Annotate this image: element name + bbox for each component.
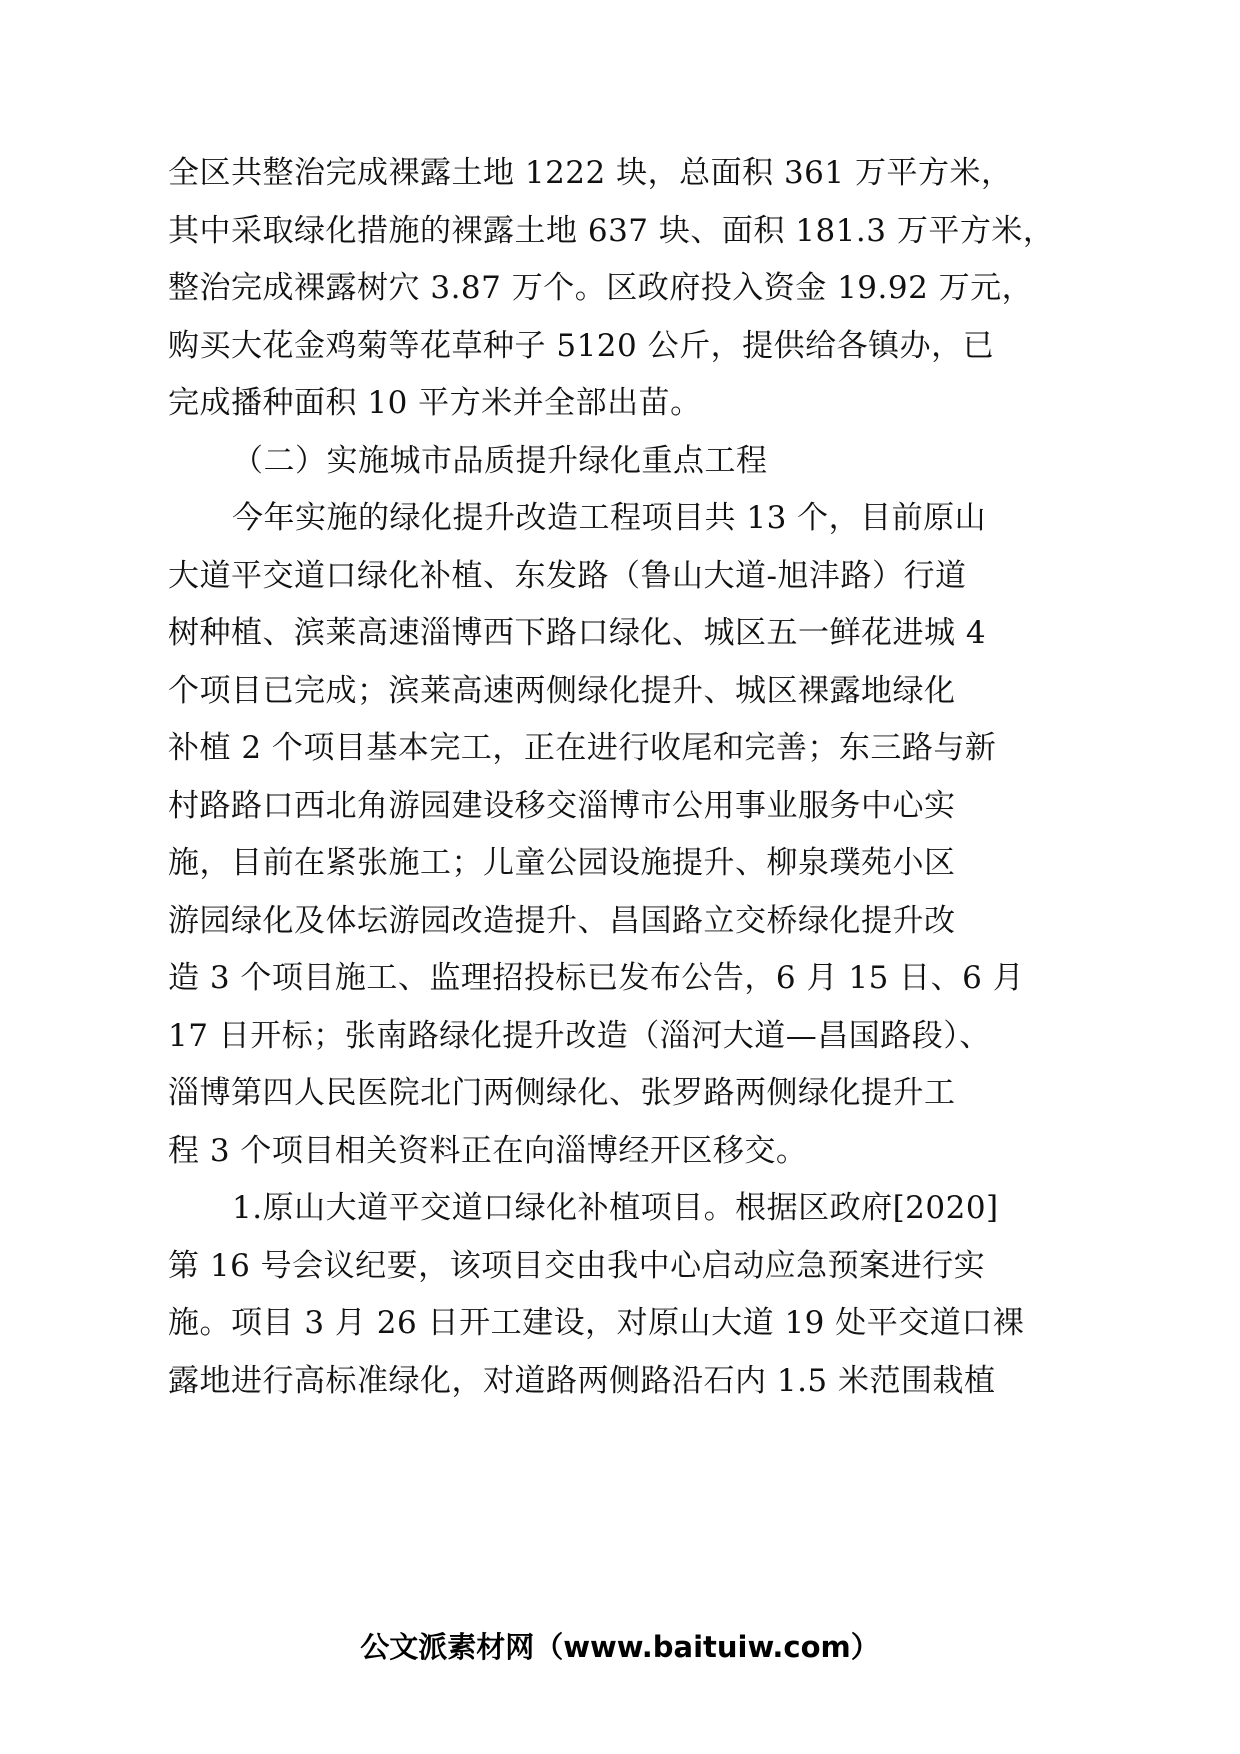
footer-watermark: 公文派素材网（www.baituiw.com）	[360, 1630, 880, 1664]
text-line-18: 程 3 个项目相关资料正在向淄博经开区移交。	[168, 1133, 808, 1169]
text-line-20: 第 16 号会议纪要，该项目交由我中心启动应急预案进行实	[168, 1248, 986, 1284]
text-line-17: 淄博第四人民医院北门两侧绿化、张罗路两侧绿化提升工	[168, 1075, 956, 1111]
text-line-8: 大道平交道口绿化补植、东发路（鲁山大道-旭沣路）行道	[168, 558, 967, 594]
text-line-7: 今年实施的绿化提升改造工程项目共 13 个，目前原山	[232, 500, 987, 536]
text-line-1: 全区共整治完成裸露土地 1222 块，总面积 361 万平方米，	[168, 155, 1013, 191]
section-heading: （二）实施城市品质提升绿化重点工程	[232, 443, 768, 479]
text-line-19: 1.原山大道平交道口绿化补植项目。根据区政府[2020]	[232, 1190, 999, 1226]
text-line-12: 村路路口西北角游园建设移交淄博市公用事业服务中心实	[168, 788, 956, 824]
text-line-4: 购买大花金鸡菊等花草种子 5120 公斤，提供给各镇办，已	[168, 328, 995, 364]
text-line-10: 个项目已完成；滨莱高速两侧绿化提升、城区裸露地绿化	[168, 673, 956, 709]
text-line-3: 整治完成裸露树穴 3.87 万个。区政府投入资金 19.92 万元，	[168, 270, 1034, 306]
text-line-9: 树种植、滨莱高速淄博西下路口绿化、城区五一鲜花进城 4	[168, 615, 987, 651]
text-line-16: 17 日开标；张南路绿化提升改造（淄河大道—昌国路段）、	[168, 1018, 991, 1054]
text-line-22: 露地进行高标准绿化，对道路两侧路沿石内 1.5 米范围栽植	[168, 1363, 996, 1399]
text-line-2: 其中采取绿化措施的裸露土地 637 块、面积 181.3 万平方米，	[168, 213, 1055, 249]
text-line-13: 施，目前在紧张施工；儿童公园设施提升、柳泉璞苑小区	[168, 845, 956, 881]
text-line-11: 补植 2 个项目基本完工，正在进行收尾和完善；东三路与新	[168, 730, 997, 766]
text-line-14: 游园绿化及体坛游园改造提升、昌国路立交桥绿化提升改	[168, 903, 956, 939]
text-line-15: 造 3 个项目施工、监理招投标已发布公告，6 月 15 日、6 月	[168, 960, 1025, 996]
text-line-21: 施。项目 3 月 26 日开工建设，对原山大道 19 处平交道口裸	[168, 1305, 1025, 1341]
text-line-5: 完成播种面积 10 平方米并全部出苗。	[168, 385, 702, 421]
